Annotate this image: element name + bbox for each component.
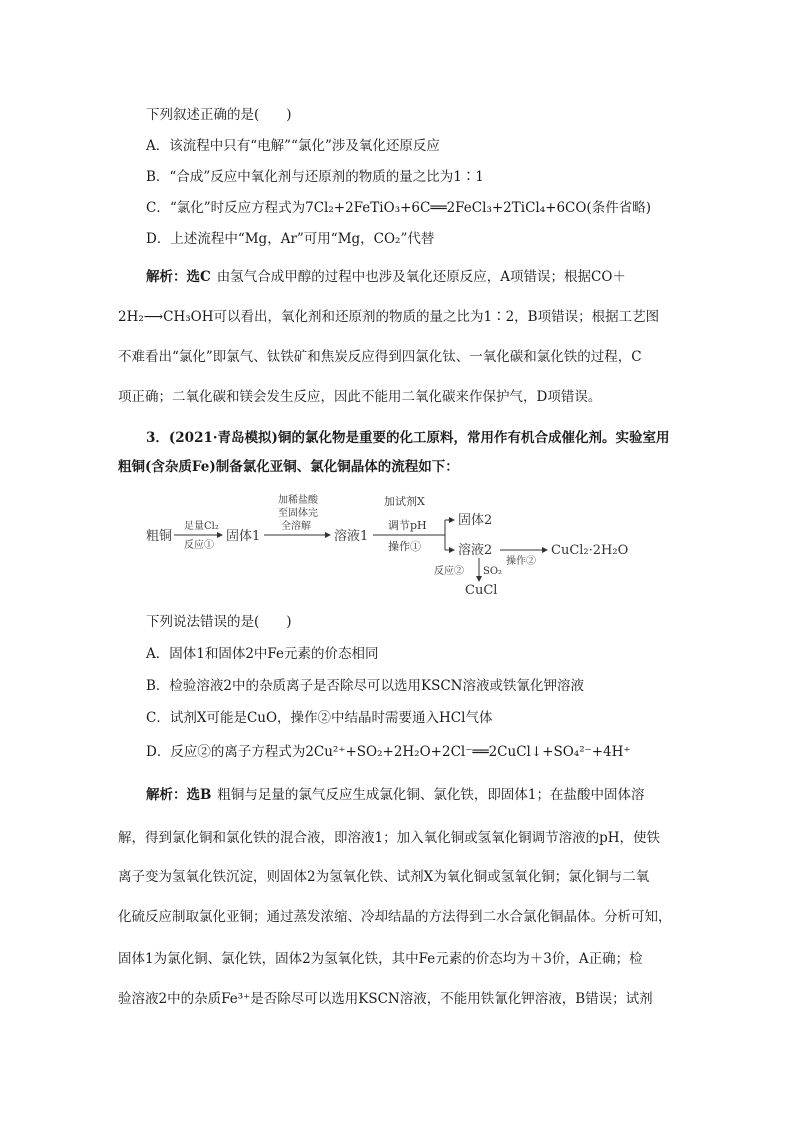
q3-option-c: C．试剂X可能是CuO，操作②中结晶时需要通入HCl气体 (146, 710, 493, 726)
q3-analysis-line-1: 解析：选B 粗铜与足量的氯气反应生成氯化铜、氯化铁，即固体1；在盐酸中固体溶 (146, 787, 645, 803)
q2-option-b: B．“合成”反应中氧化剂与还原剂的物质的量之比为1∶1 (146, 169, 484, 185)
label-step3-line3: 操作① (388, 540, 421, 553)
q2-analysis-line-4: 项正确；二氧化碳和镁会发生反应，因此不能用二氧化碳来作保护气，D项错误。 (118, 389, 602, 405)
q3-option-b: B．检验溶液2中的杂质离子是否除尽可以选用KSCN溶液或铁氰化钾溶液 (146, 678, 584, 694)
node-product-cucl2: CuCl₂·2H₂O (551, 543, 629, 558)
q3-analysis-line-3: 离子变为氢氧化铁沉淀，则固体2为氢氧化铁、试剂X为氧化铜或氢氧化铜；氯化铜与二氧 (118, 869, 650, 885)
label-step1-bottom: 反应① (184, 540, 214, 551)
label-step5-right: SO₂ (483, 566, 503, 577)
q3-stem: 下列说法错误的是( ) (146, 614, 292, 630)
label-step2-line3: 全溶解 (281, 521, 311, 532)
node-solid-1: 固体1 (226, 529, 261, 544)
q2-option-a: A．该流程中只有“电解”“氯化”涉及氧化还原反应 (146, 138, 440, 154)
q3-analysis-line-2: 解，得到氯化铜和氯化铁的混合液，即溶液1；加入氧化铜或氢氧化铜调节溶液的pH，使铁 (118, 830, 661, 846)
process-flow-diagram (138, 488, 658, 600)
node-product-cucl: CuCl (465, 583, 498, 598)
label-step3-line2: 调节pH (388, 519, 427, 532)
q2-option-c: C．“氯化”时反应方程式为7Cl₂+2FeTiO₃+6C══2FeCl₃+2TiCl₄+6CO(条件省略) (146, 200, 651, 216)
q3-intro-line-2: 粗铜(含杂质Fe)制备氯化亚铜、氯化铜晶体的流程如下： (118, 459, 459, 475)
label-step3-line1: 加试剂X (384, 495, 425, 508)
q2-analysis-line-1: 解析：选C 由氢气合成甲醇的过程中也涉及氧化还原反应，A项错误；根据CO＋ (146, 269, 626, 285)
node-solution-1: 溶液1 (334, 529, 369, 544)
q2-option-d: D．上述流程中“Mg，Ar”可用“Mg，CO₂”代替 (146, 231, 435, 247)
node-solid-2: 固体2 (458, 513, 493, 528)
node-crude-copper: 粗铜 (146, 529, 173, 544)
label-step4: 操作② (506, 556, 536, 567)
q3-option-d: D．反应②的离子方程式为2Cu²⁺+SO₂+2H₂O+2Cl⁻══2CuCl↓+SO₄²⁻+4H⁺ (146, 744, 631, 760)
label-step5-left: 反应② (434, 566, 464, 577)
q2-analysis-label: 解析：选C (146, 269, 211, 285)
q3-intro-line-1: 3．(2021·青岛模拟)铜的氯化物是重要的化工原料，常用作有机合成催化剂。实验室用 (146, 430, 670, 446)
q3-analysis-line-4: 化硫反应制取氯化亚铜；通过蒸发浓缩、冷却结晶的方法得到二水合氯化铜晶体。分析可知， (118, 909, 672, 925)
label-step2-line1: 加稀盐酸 (278, 495, 318, 506)
q3-analysis-line-5: 固体1为氯化铜、氯化铁，固体2为氢氧化铁，其中Fe元素的价态均为＋3价，A正确；检 (118, 951, 643, 967)
q2-analysis-line-2: 2H₂⟶CH₃OH可以看出，氧化剂和还原剂的物质的量之比为1∶2，B项错误；根据工艺图 (118, 309, 660, 325)
label-step1-top: 足量Cl₂ (184, 521, 219, 532)
q3-analysis-line-6: 验溶液2中的杂质Fe³⁺是否除尽可以选用KSCN溶液，不能用铁氰化钾溶液，B错误；试剂 (118, 991, 653, 1007)
q2-stem: 下列叙述正确的是( ) (146, 107, 292, 123)
node-solution-2: 溶液2 (458, 543, 493, 558)
q3-analysis-label: 解析：选B (146, 787, 212, 803)
q2-analysis-line-3: 不难看出“氯化”即氯气、钛铁矿和焦炭反应得到四氯化钛、一氧化碳和氯化铁的过程，C (118, 349, 642, 365)
q3-option-a: A．固体1和固体2中Fe元素的价态相同 (146, 646, 379, 662)
label-step2-line2: 至固体完 (278, 508, 318, 519)
